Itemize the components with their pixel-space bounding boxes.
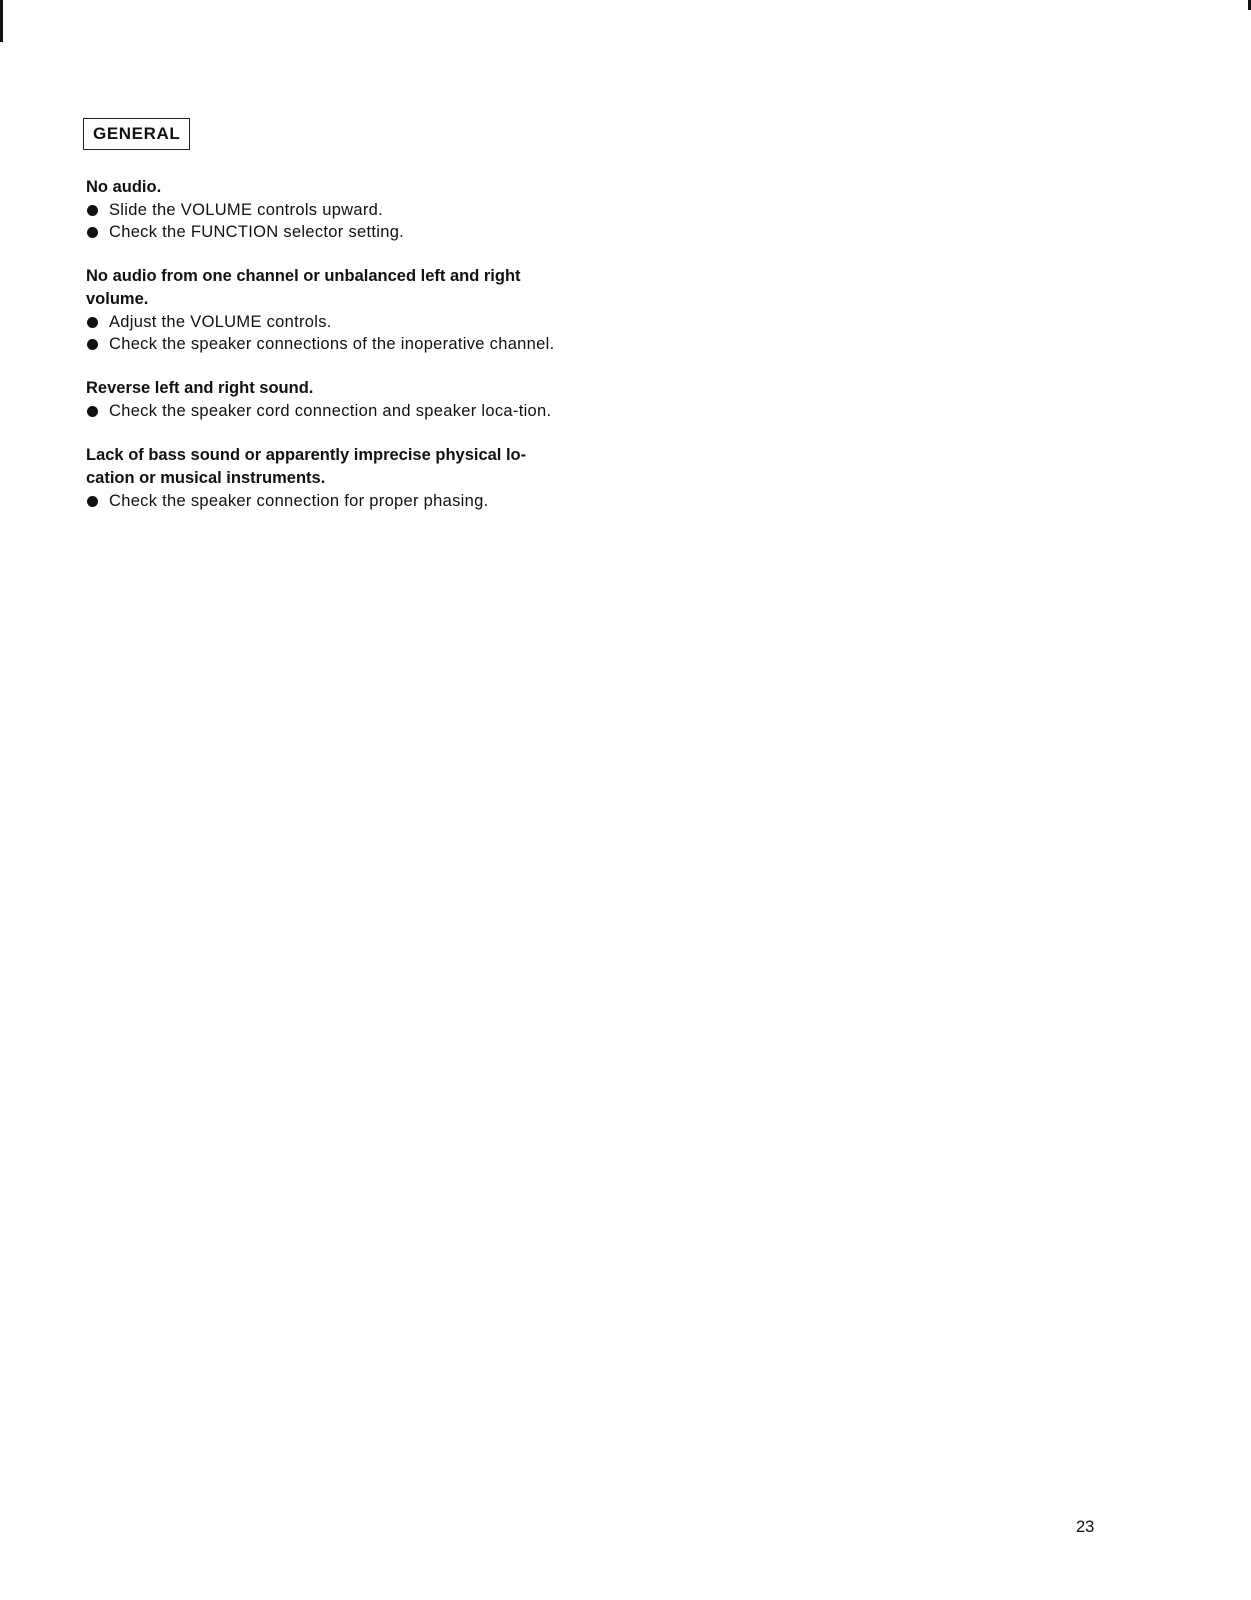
remedy-text: Check the FUNCTION selector setting. (109, 223, 405, 241)
remedy-item (86, 400, 562, 422)
remedy-item (86, 333, 562, 355)
scan-edge-mark-left (0, 0, 3, 42)
topic-title: Reverse left and right sound. (86, 379, 314, 397)
section-heading-box (83, 118, 190, 150)
bullet-icon (87, 317, 98, 328)
remedy-text: Check the speaker connections of the inoperative channel. (109, 335, 555, 353)
bullet-icon (87, 496, 98, 507)
remedy-text: Check the speaker connection for proper phasing. (109, 492, 489, 510)
topic-remedy-list (86, 199, 562, 243)
remedy-item (86, 490, 562, 512)
topic-reverse-sound (86, 377, 562, 422)
page-number: 23 (1076, 1518, 1095, 1536)
remedy-item (86, 221, 562, 243)
topic-lack-of-bass (86, 444, 562, 512)
remedy-text: Adjust the VOLUME controls. (109, 313, 332, 331)
topic-no-audio (86, 176, 562, 243)
remedy-item (86, 311, 562, 333)
remedy-item (86, 199, 562, 221)
remedy-text: Check the speaker cord connection and speaker loca-tion. (109, 402, 552, 420)
bullet-icon (87, 205, 98, 216)
troubleshooting-content (86, 176, 562, 534)
remedy-text: Slide the VOLUME controls upward. (109, 201, 384, 219)
topic-title: No audio. (86, 178, 162, 196)
bullet-icon (87, 406, 98, 417)
section-heading-label: GENERAL (93, 124, 181, 143)
topic-title: No audio from one channel or unbalanced left and right volume. (86, 267, 521, 308)
topic-one-channel (86, 265, 562, 355)
topic-remedy-list (86, 400, 562, 422)
bullet-icon (87, 339, 98, 350)
topic-remedy-list (86, 490, 562, 512)
topic-title: Lack of bass sound or apparently imprecise physical lo-cation or musical instruments. (86, 446, 527, 487)
bullet-icon (87, 227, 98, 238)
topic-remedy-list (86, 311, 562, 355)
